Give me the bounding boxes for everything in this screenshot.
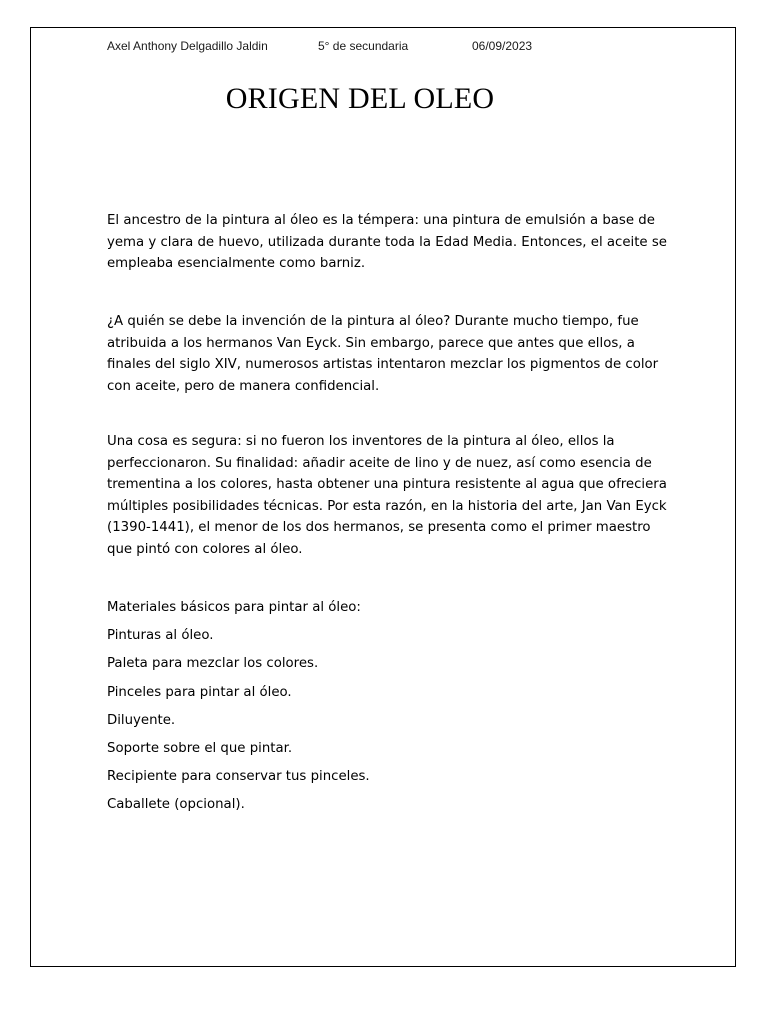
list-item: Pinturas al óleo.	[107, 628, 214, 644]
page-title: ORIGEN DEL OLEO	[225, 82, 495, 115]
grade-label: 5° de secundaria	[318, 39, 409, 53]
materials-heading: Materiales básicos para pintar al óleo:	[107, 600, 361, 615]
list-item: Diluyente.	[107, 712, 176, 728]
list-item: Recipiente para conservar tus pinceles.	[107, 769, 370, 785]
list-item: Soporte sobre el que pintar.	[107, 740, 293, 756]
list-item: Pinceles para pintar al óleo.	[107, 684, 292, 700]
author-name: Axel Anthony Delgadillo Jaldin	[107, 39, 268, 53]
paragraph-2: ¿A quién se debe la invención de la pintura al óleo? Durante mucho tiempo, fue atribuida a los hermanos Van Eyck. Sin embargo, parece que antes que ellos, a finales del siglo XIV, numerosos artistas intentaron mezclar los pigmentos de color con aceite, pero de manera confidencial.	[107, 314, 659, 394]
paragraph-1: El ancestro de la pintura al óleo es la témpera: una pintura de emulsión a base de yema y clara de huevo, utilizada durante toda la Edad Media. Entonces, el aceite se empleaba esencialmente como barniz.	[107, 213, 667, 271]
list-item: Caballete (opcional).	[107, 797, 245, 813]
list-item: Paleta para mezclar los colores.	[107, 656, 319, 672]
date-label: 06/09/2023	[472, 39, 533, 53]
paragraph-3: Una cosa es segura: si no fueron los inventores de la pintura al óleo, ellos la perfeccionaron. Su finalidad: añadir aceite de lino y de nuez, así como esencia de trementina a los colores, hasta obtener una pintura resistente al agua que ofreciera múltiples posibilidades técnicas. Por esta razón, en la historia del arte, Jan Van Eyck (1390-1441), el menor de los dos hermanos, se presenta como el primer maestro que pintó con colores al óleo.	[107, 434, 667, 557]
materials-list	[107, 597, 370, 823]
